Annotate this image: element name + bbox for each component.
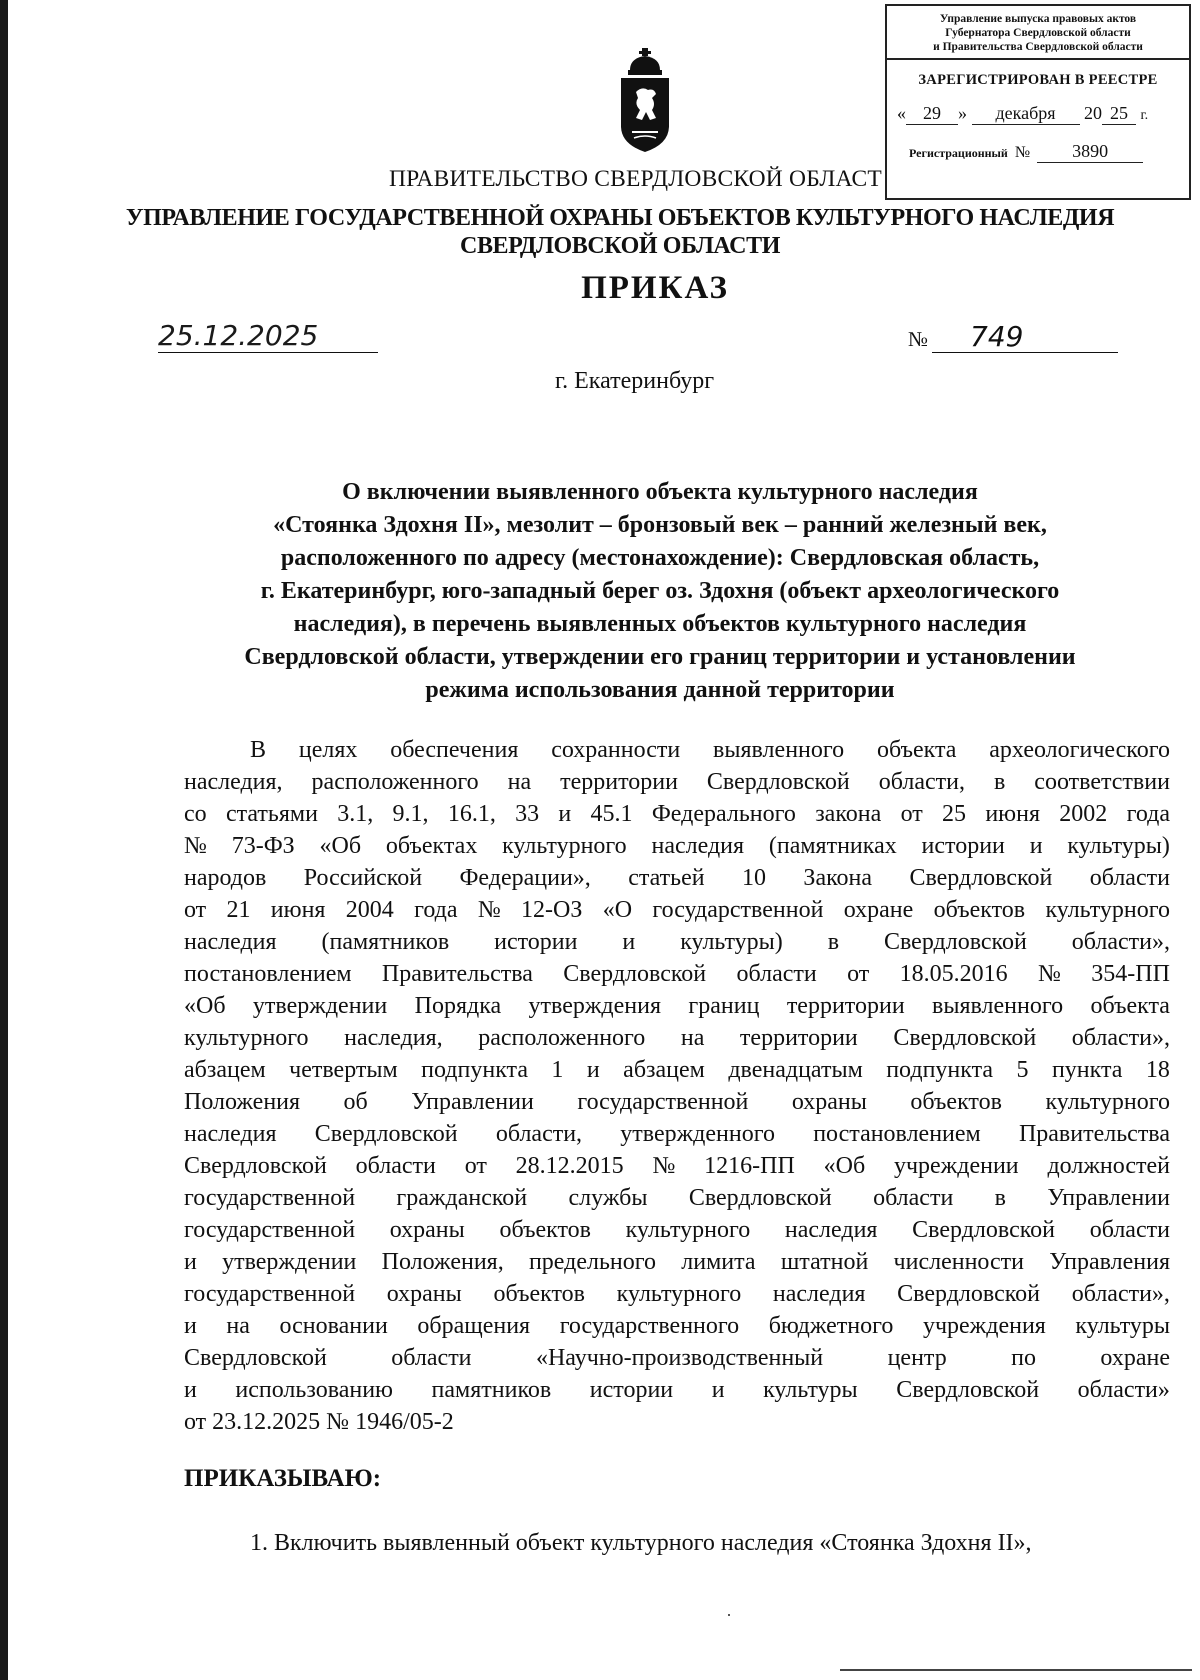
order-item-1: 1. Включить выявленный объект культурного наследия «Стоянка Здохня II», — [250, 1530, 1032, 1556]
subject-line: г. Екатеринбург, юго-западный берег оз. Здохня (объект археологического — [260, 578, 1060, 604]
department-line: СВЕРДЛОВСКОЙ ОБЛАСТИ — [460, 233, 780, 259]
stamp-registered-label: ЗАРЕГИСТРИРОВАН В РЕЕСТРЕ — [918, 72, 1158, 88]
subject-line: режима использования данной территории — [425, 677, 895, 703]
subject-line: Свердловской области, утверждении его границ территории и установлении — [244, 644, 1076, 670]
body-line: Свердловской области от 28.12.2015 № 1216-ПП «Об учреждении должностей — [184, 1153, 1170, 1179]
body-line: государственной охраны объектов культурного наследия Свердловской области», — [184, 1281, 1170, 1307]
stamp-number-value: 3890 — [1037, 141, 1143, 163]
body-line: № 73-ФЗ «Об объектах культурного наследия (памятниках истории и культуры) — [184, 833, 1170, 859]
body-line: наследия Свердловской области, утвержденного постановлением Правительства — [184, 1121, 1170, 1147]
stamp-reg-number — [887, 141, 1189, 163]
scan-bottom-line — [840, 1669, 1192, 1671]
body-line: со статьями 3.1, 9.1, 16.1, 33 и 45.1 Федерального закона от 25 июня 2002 года — [184, 801, 1170, 827]
body-line: В целях обеспечения сохранности выявленного объекта археологического — [250, 737, 1170, 763]
stamp-header-line: Управление выпуска правовых актов — [939, 13, 1137, 25]
body-line: постановлением Правительства Свердловской области от 18.05.2016 № 354-ПП — [184, 961, 1170, 987]
preamble-text — [184, 734, 1170, 1438]
department-line: УПРАВЛЕНИЕ ГОСУДАРСТВЕННОЙ ОХРАНЫ ОБЪЕКТОВ КУЛЬТУРНОГО НАСЛЕДИЯ — [125, 205, 1115, 231]
stamp-year-suffix: 25 — [1102, 103, 1136, 125]
stamp-header-line: и Правительства Свердловской области — [933, 41, 1143, 53]
body-line: культурного наследия, расположенного на территории Свердловской области», — [184, 1025, 1170, 1051]
stamp-number-symbol: № — [1014, 144, 1031, 161]
body-line: и на основании обращения государственного бюджетного учреждения культуры — [184, 1313, 1170, 1339]
subject-line: наследия), в перечень выявленных объектов культурного наследия — [293, 611, 1027, 637]
stamp-month: декабря — [972, 103, 1080, 125]
order-number-symbol: № — [908, 327, 929, 351]
stamp-date-open: « — [897, 103, 906, 123]
body-line: наследия, расположенного на территории Свердловской области, в соответствии — [184, 769, 1170, 795]
subject-line: расположенного по адресу (местонахождение): Свердловская область, — [280, 545, 1040, 571]
body-line: государственной гражданской службы Свердловской области в Управлении — [184, 1185, 1170, 1211]
order-date: 25.12.2025 — [158, 320, 378, 353]
stamp-reg-label: Регистрационный — [909, 146, 1008, 160]
scan-speck — [728, 1614, 730, 1616]
body-line: абзацем четвертым подпункта 1 и абзацем двенадцатым подпункта 5 пункта 18 — [184, 1057, 1170, 1083]
body-line: народов Российской Федерации», статьей 10 Закона Свердловской области — [184, 865, 1170, 891]
stamp-year-mark: г. — [1140, 108, 1149, 123]
order-number — [908, 322, 1118, 353]
government-name: ПРАВИТЕЛЬСТВО СВЕРДЛОВСКОЙ ОБЛАСТ — [389, 166, 882, 192]
stamp-date — [887, 103, 1189, 125]
body-line: и использованию памятников истории и культуры Свердловской области» — [184, 1377, 1170, 1403]
body-line: от 23.12.2025 № 1946/05-2 — [184, 1409, 454, 1435]
order-subject — [160, 476, 1160, 707]
subject-line: «Стоянка Здохня II», мезолит – бронзовый век – ранний железный век, — [273, 512, 1047, 538]
order-number-value: 749 — [932, 322, 1118, 353]
stamp-header-line: Губернатора Свердловской области — [945, 27, 1131, 39]
body-line: государственной охраны объектов культурного наследия Свердловской области — [184, 1217, 1170, 1243]
body-line: и утверждении Положения, предельного лимита штатной численности Управления — [184, 1249, 1170, 1275]
body-line: «Об утверждении Порядка утверждения границ территории выявленного объекта — [184, 993, 1170, 1019]
stamp-year-prefix: 20 — [1084, 103, 1102, 123]
department-name — [120, 204, 1120, 260]
body-line: наследия (памятников истории и культуры) в Свердловской области», — [184, 929, 1170, 955]
body-line: от 21 июня 2004 года № 12-ОЗ «О государственной охране объектов культурного — [184, 897, 1170, 923]
city-name: г. Екатеринбург — [555, 368, 715, 394]
subject-line: О включении выявленного объекта культурного наследия — [342, 479, 978, 505]
scan-left-edge — [0, 0, 8, 1680]
registry-stamp — [885, 4, 1191, 200]
body-line: Положения об Управлении государственной охраны объектов культурного — [184, 1089, 1170, 1115]
coat-of-arms-icon — [618, 48, 672, 154]
resolution-heading: ПРИКАЗЫВАЮ: — [184, 1465, 382, 1492]
stamp-day: 29 — [906, 103, 958, 125]
body-line: Свердловской области «Научно-производственный центр по охране — [184, 1345, 1170, 1371]
stamp-header — [887, 6, 1189, 60]
document-type-title: ПРИКАЗ — [581, 270, 729, 306]
stamp-date-close: » — [958, 103, 967, 123]
